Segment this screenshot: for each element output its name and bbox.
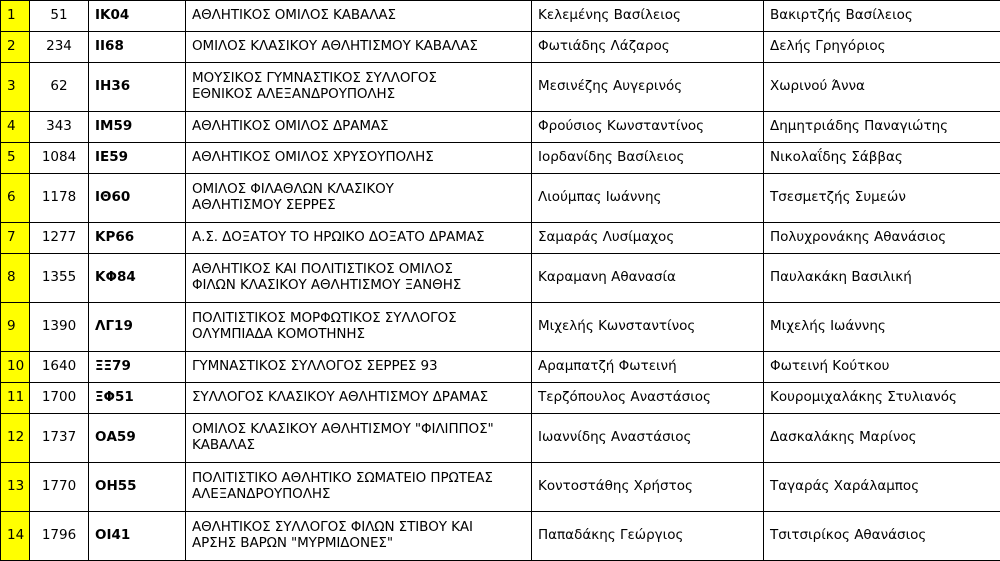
club-line-1: ΑΘΛΗΤΙΚΟΣ ΟΜΙΛΟΣ ΚΑΒΑΛΑΣ — [192, 8, 525, 24]
row-code: ΙΗ36 — [89, 63, 186, 112]
row-official-2: Τσιτσιρίκος Αθανάσιος — [764, 512, 1000, 561]
club-line-2: ΕΘΝΙΚΟΣ ΑΛΕΞΑΝΔΡΟΥΠΟΛΗΣ — [192, 87, 525, 103]
row-official-1: Καραμανη Αθανασία — [532, 254, 764, 303]
row-number: 1640 — [30, 352, 89, 383]
row-club — [186, 303, 532, 352]
row-index: 8 — [1, 254, 30, 303]
row-club — [186, 174, 532, 223]
table-row[interactable] — [1, 383, 1000, 414]
row-official-2: Παυλακάκη Βασιλική — [764, 254, 1000, 303]
row-club — [186, 463, 532, 512]
table-row[interactable] — [1, 414, 1000, 463]
club-line-2: ΦΙΛΩΝ ΚΛΑΣΙΚΟΥ ΑΘΛΗΤΙΣΜΟΥ ΞΑΝΘΗΣ — [192, 278, 525, 294]
row-index: 1 — [1, 1, 30, 32]
row-official-1: Ιωαννίδης Αναστάσιος — [532, 414, 764, 463]
row-number: 1700 — [30, 383, 89, 414]
table-row[interactable] — [1, 223, 1000, 254]
row-number: 1390 — [30, 303, 89, 352]
row-official-1: Κοντοστάθης Χρήστος — [532, 463, 764, 512]
table-row[interactable] — [1, 63, 1000, 112]
table-row[interactable] — [1, 352, 1000, 383]
row-number: 234 — [30, 32, 89, 63]
club-line-1: ΣΥΛΛΟΓΟΣ ΚΛΑΣΙΚΟΥ ΑΘΛΗΤΙΣΜΟΥ ΔΡΑΜΑΣ — [192, 390, 525, 406]
row-club — [186, 414, 532, 463]
row-official-2: Δασκαλάκης Μαρίνος — [764, 414, 1000, 463]
row-official-2: Ταγαράς Χαράλαμπος — [764, 463, 1000, 512]
row-official-1: Λιούμπας Ιωάννης — [532, 174, 764, 223]
row-index: 10 — [1, 352, 30, 383]
table-row[interactable] — [1, 1, 1000, 32]
club-line-2: ΑΛΕΞΑΝΔΡΟΥΠΟΛΗΣ — [192, 487, 525, 503]
row-index: 11 — [1, 383, 30, 414]
row-club — [186, 254, 532, 303]
table-row[interactable] — [1, 112, 1000, 143]
row-code: ΚΡ66 — [89, 223, 186, 254]
row-club — [186, 63, 532, 112]
row-index: 4 — [1, 112, 30, 143]
row-code: ΚΦ84 — [89, 254, 186, 303]
club-line-1: ΜΟΥΣΙΚΟΣ ΓΥΜΝΑΣΤΙΚΟΣ ΣΥΛΛΟΓΟΣ — [192, 71, 525, 87]
table-row[interactable] — [1, 463, 1000, 512]
row-official-1: Ιορδανίδης Βασίλειος — [532, 143, 764, 174]
row-official-1: Σαμαράς Λυσίμαχος — [532, 223, 764, 254]
row-official-2: Τσεσμετζής Συμεών — [764, 174, 1000, 223]
row-club — [186, 143, 532, 174]
row-club — [186, 512, 532, 561]
row-official-1: Αραμπατζή Φωτεινή — [532, 352, 764, 383]
row-code: ΙΕ59 — [89, 143, 186, 174]
row-official-1: Φρούσιος Κωνσταντίνος — [532, 112, 764, 143]
table-row[interactable] — [1, 303, 1000, 352]
club-line-1: ΑΘΛΗΤΙΚΟΣ ΚΑΙ ΠΟΛΙΤΙΣΤΙΚΟΣ ΟΜΙΛΟΣ — [192, 262, 525, 278]
table-row[interactable] — [1, 512, 1000, 561]
row-index: 9 — [1, 303, 30, 352]
row-code: ΞΦ51 — [89, 383, 186, 414]
row-number: 1737 — [30, 414, 89, 463]
row-number: 1796 — [30, 512, 89, 561]
row-official-1: Τερζόπουλος Αναστάσιος — [532, 383, 764, 414]
row-code: ΙΚ04 — [89, 1, 186, 32]
row-index: 14 — [1, 512, 30, 561]
table-row[interactable] — [1, 32, 1000, 63]
row-number: 62 — [30, 63, 89, 112]
club-line-1: Α.Σ. ΔΟΞΑΤΟΥ ΤΟ ΗΡΩΙΚΟ ΔΟΞΑΤΟ ΔΡΑΜΑΣ — [192, 230, 525, 246]
club-line-1: ΟΜΙΛΟΣ ΦΙΛΑΘΛΩΝ ΚΛΑΣΙΚΟΥ — [192, 182, 525, 198]
club-line-1: ΓΥΜΝΑΣΤΙΚΟΣ ΣΥΛΛΟΓΟΣ ΣΕΡΡΕΣ 93 — [192, 359, 525, 375]
row-club — [186, 112, 532, 143]
row-number: 1178 — [30, 174, 89, 223]
row-official-1: Φωτιάδης Λάζαρος — [532, 32, 764, 63]
table-body — [1, 1, 1000, 561]
row-code: ΙΙ68 — [89, 32, 186, 63]
club-line-2: ΑΘΛΗΤΙΣΜΟΥ ΣΕΡΡΕΣ — [192, 198, 525, 214]
row-official-2: Χωρινού Άννα — [764, 63, 1000, 112]
club-line-1: ΑΘΛΗΤΙΚΟΣ ΣΥΛΛΟΓΟΣ ΦΙΛΩΝ ΣΤΙΒΟΥ ΚΑΙ — [192, 520, 525, 536]
row-official-1: Μιχελής Κωνσταντίνος — [532, 303, 764, 352]
row-code: ΞΞ79 — [89, 352, 186, 383]
row-code: ΟΙ41 — [89, 512, 186, 561]
club-line-1: ΠΟΛΙΤΙΣΤΙΚΟΣ ΜΟΡΦΩΤΙΚΟΣ ΣΥΛΛΟΓΟΣ — [192, 311, 525, 327]
row-official-2: Βακιρτζής Βασίλειος — [764, 1, 1000, 32]
club-line-1: ΟΜΙΛΟΣ ΚΛΑΣΙΚΟΥ ΑΘΛΗΤΙΣΜΟΥ "ΦΙΛΙΠΠΟΣ" — [192, 422, 525, 438]
row-code: ΙΜ59 — [89, 112, 186, 143]
row-index: 7 — [1, 223, 30, 254]
table-row[interactable] — [1, 254, 1000, 303]
row-code: ΛΓ19 — [89, 303, 186, 352]
row-index: 3 — [1, 63, 30, 112]
table-row[interactable] — [1, 143, 1000, 174]
row-index: 12 — [1, 414, 30, 463]
row-official-1: Παπαδάκης Γεώργιος — [532, 512, 764, 561]
row-official-2: Δημητριάδης Παναγιώτης — [764, 112, 1000, 143]
club-line-1: ΑΘΛΗΤΙΚΟΣ ΟΜΙΛΟΣ ΧΡΥΣΟΥΠΟΛΗΣ — [192, 150, 525, 166]
row-official-1: Κελεμένης Βασίλειος — [532, 1, 764, 32]
row-index: 6 — [1, 174, 30, 223]
club-line-1: ΑΘΛΗΤΙΚΟΣ ΟΜΙΛΟΣ ΔΡΑΜΑΣ — [192, 119, 525, 135]
row-number: 1770 — [30, 463, 89, 512]
row-index: 5 — [1, 143, 30, 174]
row-club — [186, 1, 532, 32]
row-code: ΟΗ55 — [89, 463, 186, 512]
club-line-2: ΟΛΥΜΠΙΑΔΑ ΚΟΜΟΤΗΝΗΣ — [192, 327, 525, 343]
row-code: ΙΘ60 — [89, 174, 186, 223]
club-line-2: ΚΑΒΑΛΑΣ — [192, 438, 525, 454]
row-number: 1277 — [30, 223, 89, 254]
row-official-2: Δελής Γρηγόριος — [764, 32, 1000, 63]
row-official-2: Μιχελής Ιωάννης — [764, 303, 1000, 352]
row-number: 51 — [30, 1, 89, 32]
row-club — [186, 223, 532, 254]
row-code: ΟΑ59 — [89, 414, 186, 463]
club-line-2: ΑΡΣΗΣ ΒΑΡΩΝ "ΜΥΡΜΙΔΟΝΕΣ" — [192, 536, 525, 552]
row-official-2: Πολυχρονάκης Αθανάσιος — [764, 223, 1000, 254]
row-index: 2 — [1, 32, 30, 63]
row-official-2: Φωτεινή Κούτκου — [764, 352, 1000, 383]
club-line-1: ΟΜΙΛΟΣ ΚΛΑΣΙΚΟΥ ΑΘΛΗΤΙΣΜΟΥ ΚΑΒΑΛΑΣ — [192, 39, 525, 55]
club-line-1: ΠΟΛΙΤΙΣΤΙΚΟ ΑΘΛΗΤΙΚΟ ΣΩΜΑΤΕΙΟ ΠΡΩΤΕΑΣ — [192, 471, 525, 487]
row-club — [186, 352, 532, 383]
table-row[interactable] — [1, 174, 1000, 223]
row-number: 1355 — [30, 254, 89, 303]
row-index: 13 — [1, 463, 30, 512]
row-official-2: Κουρομιχαλάκης Στυλιανός — [764, 383, 1000, 414]
row-official-1: Μεσινέζης Αυγερινός — [532, 63, 764, 112]
row-official-2: Νικολαΐδης Σάββας — [764, 143, 1000, 174]
row-number: 343 — [30, 112, 89, 143]
row-club — [186, 383, 532, 414]
row-number: 1084 — [30, 143, 89, 174]
row-club — [186, 32, 532, 63]
